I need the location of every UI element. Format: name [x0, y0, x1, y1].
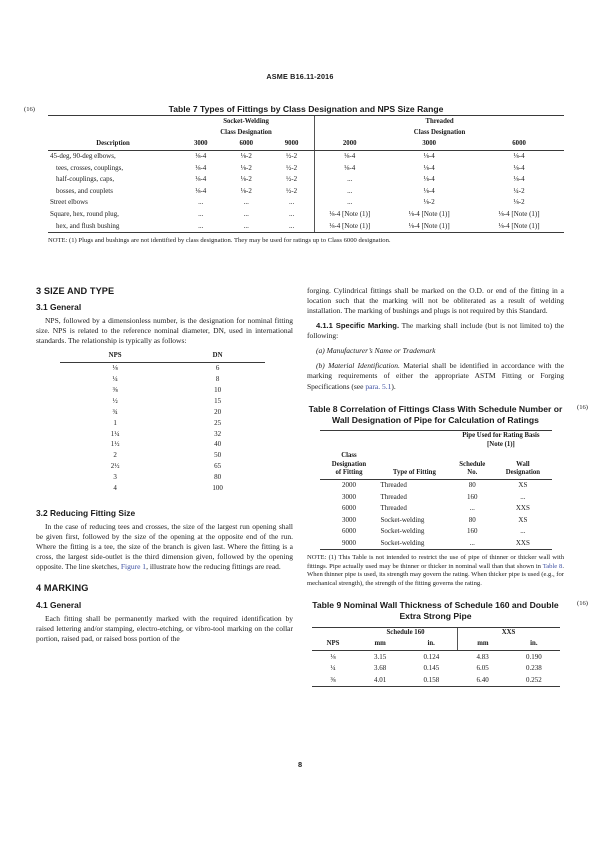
section-3-2-text-b: , illustrate how the reducing fittings are read.	[146, 562, 281, 572]
table8-cell-type: Socket-welding	[380, 515, 425, 524]
table-row	[48, 220, 564, 232]
table-row	[320, 514, 552, 526]
page-number: 8	[297, 760, 303, 769]
table7-subgroup-header-row	[48, 127, 564, 138]
table-row	[312, 651, 560, 663]
table8	[320, 430, 552, 550]
table9-cell: 3.15	[374, 652, 387, 661]
nps-value: 1¼	[110, 429, 120, 438]
table-row	[48, 186, 564, 198]
table8-span-note: [Note (1)]	[487, 440, 515, 448]
nps-dn-header-dn: DN	[170, 351, 265, 362]
table7-group-threaded: Threaded	[315, 116, 564, 128]
nps-value: ¼	[112, 374, 118, 383]
table8-cell-sched: 160	[467, 492, 478, 501]
table7-cell: ⅛-4	[315, 150, 385, 162]
table7-cell: ⅛-4	[423, 152, 435, 161]
dn-value: 15	[214, 396, 222, 405]
table8-span-header	[450, 430, 551, 450]
table8-cell-sched: 80	[468, 481, 476, 490]
table8-cell-class: 6000	[341, 527, 356, 536]
table9-cell: 4.01	[355, 674, 406, 686]
table7-subgroup-sw: Class Designation	[220, 128, 272, 136]
table8-note	[307, 554, 564, 588]
table7-cell: ⅛-4 [Note (1)]	[474, 220, 564, 232]
table8-cell-wall: XS	[518, 515, 528, 524]
table7-cell: ⅛-4	[195, 175, 207, 184]
table8-cell-type: Threaded	[380, 481, 407, 490]
revision-marker-table8: (16)	[577, 403, 588, 411]
table9-block	[307, 600, 588, 686]
table7-header-sw-6000: 6000	[224, 139, 270, 151]
table7-cell: ⅛-4	[195, 152, 207, 161]
nps-value: 4	[113, 484, 117, 493]
table8-cell-wall: ...	[520, 492, 526, 501]
table8-cell-class: 3000	[341, 515, 356, 524]
hl: Designation	[505, 469, 541, 476]
table8-cell-sched: 80	[468, 515, 476, 524]
nps-dn-header-nps: NPS	[60, 351, 170, 362]
table9-cell: 0.252	[508, 674, 559, 686]
table7-group-socket-welding: Socket-Welding	[178, 116, 315, 128]
nps-value: ¾	[112, 407, 118, 416]
table9-header-s160-mm: mm	[355, 639, 406, 651]
section-4-heading: 4 MARKING	[36, 583, 89, 594]
table8-title: Table 8 Correlation of Fittings Class With Schedule Number or Wall Designation of Pipe for Calculation of Ratings	[308, 403, 563, 425]
table8-cell-wall: XS	[518, 481, 528, 490]
section-3-1-paragraph: NPS, followed by a dimensionless number, is the designation for nominal fitting size. NPS is related to the reference nominal diameter, DN, used in international standards. The relationship is typically as follows:	[36, 316, 293, 346]
revision-marker-table9: (16)	[577, 600, 588, 608]
dn-value: 50	[214, 451, 222, 460]
nps-value: ½	[112, 396, 118, 405]
list-item	[60, 418, 265, 429]
section-4-1-1-paragraph	[307, 321, 564, 341]
table9	[312, 627, 560, 687]
table7-desc-line: hex, and flush bushing	[48, 220, 178, 232]
continuation-paragraph: forging. Cylindrical fittings shall be marked on the O.D. or end of the fitting in a location such that the marking will not be obliterated as a result of welding installation. The marking of bushings and plugs is not required by this Standard.	[307, 286, 564, 316]
nps-value: 1½	[110, 440, 120, 449]
table9-header-nps: NPS	[312, 639, 355, 651]
nps-value: ⅛	[112, 363, 118, 372]
section-4-1-1-text: The marking shall include (but is not limited to) the following:	[307, 321, 564, 341]
item-b-text: Material shall be identified in accordance with the marking requirements of either the appropriate ASTM Fitting or Forging Specifications (see	[307, 361, 564, 391]
list-item	[60, 374, 265, 385]
table8-cell-sched: ...	[450, 538, 494, 550]
para-5-1-xref[interactable]: para. 5.1	[365, 381, 392, 391]
table8-header-class	[320, 451, 379, 480]
section-3-2-paragraph	[36, 522, 293, 572]
dn-value: 20	[214, 407, 222, 416]
hl: No.	[467, 469, 478, 476]
table7-cell: ⅛-4 [Note (1)]	[315, 209, 385, 221]
table-row	[320, 503, 552, 515]
list-item	[60, 428, 265, 439]
table8-cell-type: Socket-welding	[378, 538, 450, 550]
dn-value: 40	[214, 440, 222, 449]
list-item	[60, 439, 265, 450]
table-row	[312, 663, 560, 675]
table8-cell-class: 3000	[341, 492, 356, 501]
table7-cell: ...	[178, 220, 224, 232]
table9-cell: 6.40	[457, 674, 508, 686]
table9-cell: 0.238	[525, 664, 542, 673]
table7-desc-line: tees, crosses, couplings,	[56, 163, 124, 172]
dn-value: 10	[214, 385, 222, 394]
dn-value: 100	[212, 484, 223, 493]
table7-cell: ⅛-2	[513, 198, 525, 207]
table7-cell: ⅛-4	[513, 175, 525, 184]
table8-header-wall	[494, 451, 551, 480]
table-row	[320, 491, 552, 503]
table7-cell: ½-2	[286, 163, 298, 172]
item-a-label: (a) Manufacturer’s Name or Trademark	[316, 346, 436, 356]
table7-cell: ⅛-4	[315, 163, 385, 175]
table7-cell: ...	[198, 210, 204, 219]
hl: Schedule	[459, 460, 486, 468]
table7-column-header-row	[48, 139, 564, 151]
table7-cell: ⅛-4	[513, 152, 525, 161]
table8-header-type: Type of Fitting	[378, 451, 450, 480]
item-b	[307, 361, 564, 391]
table8-cell-sched: 160	[467, 527, 478, 536]
table-row	[48, 150, 564, 162]
list-item	[60, 396, 265, 407]
table7-cell: ⅛-4	[513, 163, 525, 172]
hl: Class	[341, 452, 357, 460]
table9-cell: 0.124	[423, 652, 440, 661]
table7-header-sw-9000: 9000	[269, 139, 315, 151]
table7-header-description: Description	[48, 139, 178, 151]
table7-block	[48, 104, 564, 245]
table9-group-header-row	[312, 627, 560, 639]
table9-column-header-row	[312, 639, 560, 651]
table7-cell: ⅛-4	[423, 163, 435, 172]
table9-cell: 0.158	[406, 674, 457, 686]
table7-cell: ...	[269, 220, 315, 232]
table7-cell: ...	[288, 198, 295, 207]
table7-cell: ...	[315, 197, 385, 209]
table7-cell: ½-2	[286, 175, 298, 184]
table9-cell-nps: ⅛	[330, 652, 336, 661]
dn-value: 25	[214, 418, 222, 427]
hl: Designation	[331, 460, 367, 468]
table7-group-header-row	[48, 116, 564, 128]
table7-desc-line: half-couplings, caps,	[56, 175, 115, 184]
left-column	[36, 286, 293, 649]
table7-cell: ...	[224, 220, 270, 232]
list-item	[60, 461, 265, 472]
nps-value: 2	[113, 451, 117, 460]
section-4-1-heading: 4.1 General	[36, 600, 82, 611]
list-item	[60, 483, 265, 494]
table7-cell: ...	[243, 198, 249, 207]
table9-header-xxs-mm: mm	[457, 639, 508, 651]
list-item	[60, 407, 265, 418]
table-row	[48, 209, 564, 221]
table8-note-xref[interactable]: Table 8	[542, 562, 563, 570]
nps-value: 3	[113, 473, 117, 482]
nps-dn-header-row	[60, 351, 265, 362]
hl: of Fitting	[335, 469, 363, 476]
running-head: ASME B16.11-2016	[266, 72, 334, 81]
figure-1-xref[interactable]: Figure 1	[120, 562, 147, 572]
section-3-heading: 3 SIZE AND TYPE	[36, 286, 115, 296]
section-3-2-heading: 3.2 Reducing Fitting Size	[36, 508, 136, 519]
table7-header-thr-6000: 6000	[474, 139, 564, 151]
dn-value: 8	[215, 374, 220, 383]
table8-cell-type: Threaded	[380, 504, 407, 513]
table-row	[48, 163, 564, 175]
nps-dn-table	[60, 351, 265, 494]
table9-title: Table 9 Nominal Wall Thickness of Schedule 160 and Double Extra Strong Pipe	[312, 600, 559, 622]
list-item	[60, 450, 265, 461]
table8-note-a: NOTE: (1) This Table is not intended to restrict the use of pipe of thinner or thicker wall with fittings. Pipe actually used may be thinner or thicker in nominal wall than that shown in	[307, 554, 564, 570]
table7-cell: ⅛-4 [Note (1)]	[315, 220, 385, 232]
table7-cell: ⅛-4	[195, 163, 207, 172]
table8-cell-class: 6000	[341, 504, 356, 513]
table8-cell-wall: XXS	[515, 504, 530, 513]
table-row	[312, 674, 560, 686]
table8-column-header-row	[320, 451, 552, 480]
section-3-1-heading: 3.1 General	[36, 302, 82, 312]
table9-cell: 4.83	[476, 652, 489, 661]
table7-cell: ⅛-4	[423, 186, 435, 195]
right-column	[307, 286, 588, 687]
list-item	[60, 362, 265, 373]
table8-cell-class: 2000	[341, 481, 356, 490]
table9-cell-nps: ⅜	[312, 674, 355, 686]
table7-title: Table 7 Types of Fittings by Class Designation and NPS Size Range	[168, 104, 444, 114]
table7-header-sw-3000: 3000	[178, 139, 224, 151]
table7-desc-line: Square, hex, round plug,	[50, 210, 119, 219]
table7-desc-line: 45-deg, 90-deg elbows,	[50, 152, 116, 161]
dn-value: 6	[215, 363, 220, 372]
table8-cell-type: Socket-welding	[380, 527, 425, 536]
table8-cell-wall: XXS	[494, 538, 551, 550]
table8-header-schedule	[450, 451, 494, 480]
table7-cell: ¼-2	[513, 186, 525, 195]
table9-cell: 3.68	[374, 664, 387, 673]
table8-cell-sched: ...	[469, 504, 475, 513]
table7-cell: ...	[315, 174, 385, 186]
item-b-tail: ).	[391, 381, 396, 391]
table9-cell: 0.145	[423, 664, 440, 673]
table-row	[320, 538, 552, 550]
table7-cell: ...	[198, 198, 204, 207]
table8-cell-type: Threaded	[380, 492, 407, 501]
table9-header-xxs-in: in.	[508, 639, 559, 651]
table7-cell: ⅛-2	[240, 152, 252, 161]
table8-cell-wall: ...	[520, 527, 526, 536]
table7-cell: ⅛-2	[240, 175, 252, 184]
table7-cell: ½-2	[286, 152, 298, 161]
item-b-label: (b) Material Identification.	[316, 361, 400, 371]
revision-marker-table7: (16)	[24, 106, 35, 113]
table7-note: NOTE: (1) Plugs and bushings are not identified by class designation. They may be used for ratings up to Class 6000 designation.	[48, 236, 391, 244]
table7-cell: ⅛-4 [Note (1)]	[498, 210, 540, 219]
dn-value: 32	[214, 429, 222, 438]
table9-group-sched160: Schedule 160	[355, 627, 457, 639]
table7	[48, 115, 564, 233]
table7-cell: ½-2	[286, 186, 298, 195]
table-row	[320, 479, 552, 491]
table7-cell: ⅛-2	[240, 163, 252, 172]
table7-cell: ⅛-4 [Note (1)]	[408, 210, 450, 219]
table-row	[320, 526, 552, 538]
table7-cell: ⅛-4	[195, 186, 207, 195]
table9-group-xxs: XXS	[457, 627, 560, 639]
table-row	[48, 174, 564, 186]
table8-block	[307, 403, 588, 589]
item-a	[307, 346, 564, 356]
table9-header-s160-in: in.	[406, 639, 457, 651]
table7-desc-line: Street elbows	[50, 198, 88, 207]
table7-subgroup-thr: Class Designation	[315, 127, 564, 138]
table7-cell: ...	[288, 210, 295, 219]
table9-cell: 6.05	[476, 664, 489, 673]
table9-cell-nps: ¼	[330, 664, 336, 673]
dn-value: 65	[214, 462, 222, 471]
table7-cell: ⅛-4	[423, 175, 435, 184]
list-item	[60, 472, 265, 483]
section-4-1-1-label: 4.1.1 Specific Marking.	[316, 321, 400, 331]
section-3-2-text-a: In the case of reducing tees and crosses, the size of the largest run opening shall be given first, followed by the size of the opening at the opposite end of the run. Where the fitting is a tee, the size of the branch is given last. Where the fitting is a cross, the largest side-outlet is the third dimension given, followed by the opening opposite. The line sketches,	[36, 522, 293, 572]
table9-cell: 0.190	[525, 652, 542, 661]
table7-cell: ...	[315, 186, 385, 198]
nps-value: ⅜	[112, 385, 118, 394]
table7-header-thr-2000: 2000	[315, 139, 385, 151]
list-item	[60, 385, 265, 396]
table7-header-thr-3000: 3000	[384, 139, 474, 151]
table7-cell: ⅛-2	[240, 186, 252, 195]
table7-cell: ...	[243, 210, 249, 219]
nps-value: 2½	[110, 462, 120, 471]
table7-cell: ⅛-2	[423, 198, 435, 207]
hl: Wall	[516, 460, 530, 468]
dn-value: 80	[214, 473, 222, 482]
nps-value: 1	[113, 418, 117, 427]
table8-span-header-row	[320, 430, 552, 450]
table7-desc-line: bosses, and couplets	[56, 186, 113, 195]
table7-cell: ⅛-4 [Note (1)]	[384, 220, 474, 232]
table8-cell-class: 9000	[320, 538, 379, 550]
table8-note-b: . When thinner pipe is used, its strength may govern the rating. When thicker pipe is used (e.g., for mechanical strength), the strength of the fitting governs the rating.	[307, 562, 565, 587]
table-row	[48, 197, 564, 209]
table8-span-title: Pipe Used for Rating Basis	[462, 432, 540, 440]
section-4-1-paragraph: Each fitting shall be permanently marked with the required identification by raised lettering and/or stamping, electro-etching, or vibro-tool marking on the collar portion, raised pad, or raised boss portion of the	[36, 614, 293, 644]
